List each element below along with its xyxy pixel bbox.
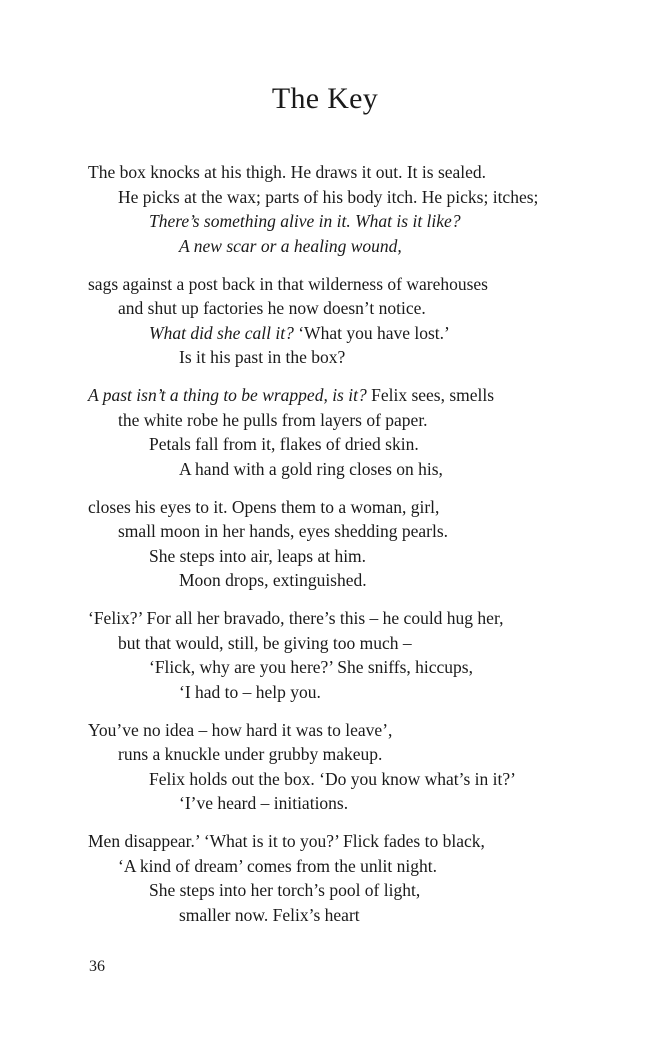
- text-segment: The box knocks at his thigh. He draws it out. It is sealed.: [88, 162, 487, 182]
- poem-line: [88, 209, 608, 234]
- poem-line: [88, 383, 608, 408]
- poem-line: [88, 631, 608, 656]
- text-segment: ‘I’ve heard – initiations.: [179, 793, 349, 813]
- text-segment: the white robe he pulls from layers of paper.: [118, 409, 428, 430]
- text-segment: ‘Felix?’ For all her bravado, there’s this – he could hug her,: [88, 608, 504, 628]
- stanza: [88, 160, 608, 258]
- stanza: [88, 383, 608, 481]
- poem-title: The Key: [271, 82, 379, 115]
- text-segment: ‘A kind of dream’ comes from the unlit night.: [118, 855, 437, 876]
- poem-line: [88, 655, 608, 680]
- text-segment: Felix sees, smells: [366, 385, 495, 405]
- poem-line: [88, 718, 608, 743]
- poem-line: [88, 272, 608, 297]
- poem-line: [88, 234, 608, 259]
- poem-line: [88, 568, 608, 593]
- poem-line: [88, 345, 608, 370]
- italic-segment: A past isn’t a thing to be wrapped, is it?: [88, 385, 367, 405]
- text-segment: small moon in her hands, eyes shedding pearls.: [118, 521, 449, 541]
- italic-segment: A new scar or a healing wound,: [179, 235, 402, 256]
- text-segment: runs a knuckle under grubby makeup.: [118, 744, 383, 764]
- text-segment: closes his eyes to it. Opens them to a woman, girl,: [88, 496, 440, 517]
- poem-line: [88, 680, 608, 705]
- poem-line: [88, 606, 608, 631]
- text-segment: A hand with a gold ring closes on his,: [179, 458, 443, 479]
- poem-line: [88, 495, 608, 520]
- poem-line: [88, 296, 608, 321]
- text-segment: Moon drops, extinguished.: [179, 570, 367, 590]
- text-segment: You’ve no idea – how hard it was to leave’,: [88, 719, 393, 740]
- poem-line: [88, 519, 608, 544]
- stanza: [88, 829, 608, 927]
- italic-segment: What did she call it?: [149, 322, 294, 343]
- text-segment: ‘I had to – help you.: [179, 681, 321, 702]
- poem-line: [88, 185, 608, 210]
- text-segment: Men disappear.’ ‘What is it to you?’ Flick fades to black,: [88, 831, 485, 851]
- poem-line: [88, 432, 608, 457]
- poem-line: [88, 878, 608, 903]
- poem-body: [88, 160, 608, 941]
- text-segment: She steps into her torch’s pool of light,: [149, 880, 421, 900]
- text-segment: ‘What you have lost.’: [293, 322, 450, 343]
- text-segment: Is it his past in the box?: [179, 347, 346, 367]
- poem-line: [88, 903, 608, 928]
- poem-line: [88, 408, 608, 433]
- poem-line: [88, 544, 608, 569]
- poem-line: [88, 791, 608, 816]
- text-segment: Petals fall from it, flakes of dried skin.: [149, 434, 419, 454]
- italic-segment: There’s something alive in it. What is it like?: [149, 211, 461, 231]
- stanza: [88, 718, 608, 816]
- text-segment: He picks at the wax; parts of his body itch. He picks; itches;: [118, 186, 539, 207]
- poem-line: [88, 742, 608, 767]
- text-segment: Felix holds out the box. ‘Do you know what’s in it?’: [149, 768, 516, 789]
- poem-line: [88, 457, 608, 482]
- stanza: [88, 272, 608, 370]
- stanza: [88, 495, 608, 593]
- poem-line: [88, 321, 608, 346]
- text-segment: smaller now. Felix’s heart: [179, 904, 360, 925]
- poem-line: [88, 160, 608, 185]
- poem-line: [88, 767, 608, 792]
- text-segment: She steps into air, leaps at him.: [149, 545, 367, 566]
- poem-line: [88, 854, 608, 879]
- text-segment: sags against a post back in that wilderness of warehouses: [88, 273, 488, 294]
- poem-line: [88, 829, 608, 854]
- page-number: 36: [89, 958, 105, 975]
- text-segment: ‘Flick, why are you here?’ She sniffs, hiccups,: [149, 657, 473, 677]
- text-segment: but that would, still, be giving too much –: [118, 632, 412, 653]
- text-segment: and shut up factories he now doesn’t notice.: [118, 298, 426, 318]
- stanza: [88, 606, 608, 704]
